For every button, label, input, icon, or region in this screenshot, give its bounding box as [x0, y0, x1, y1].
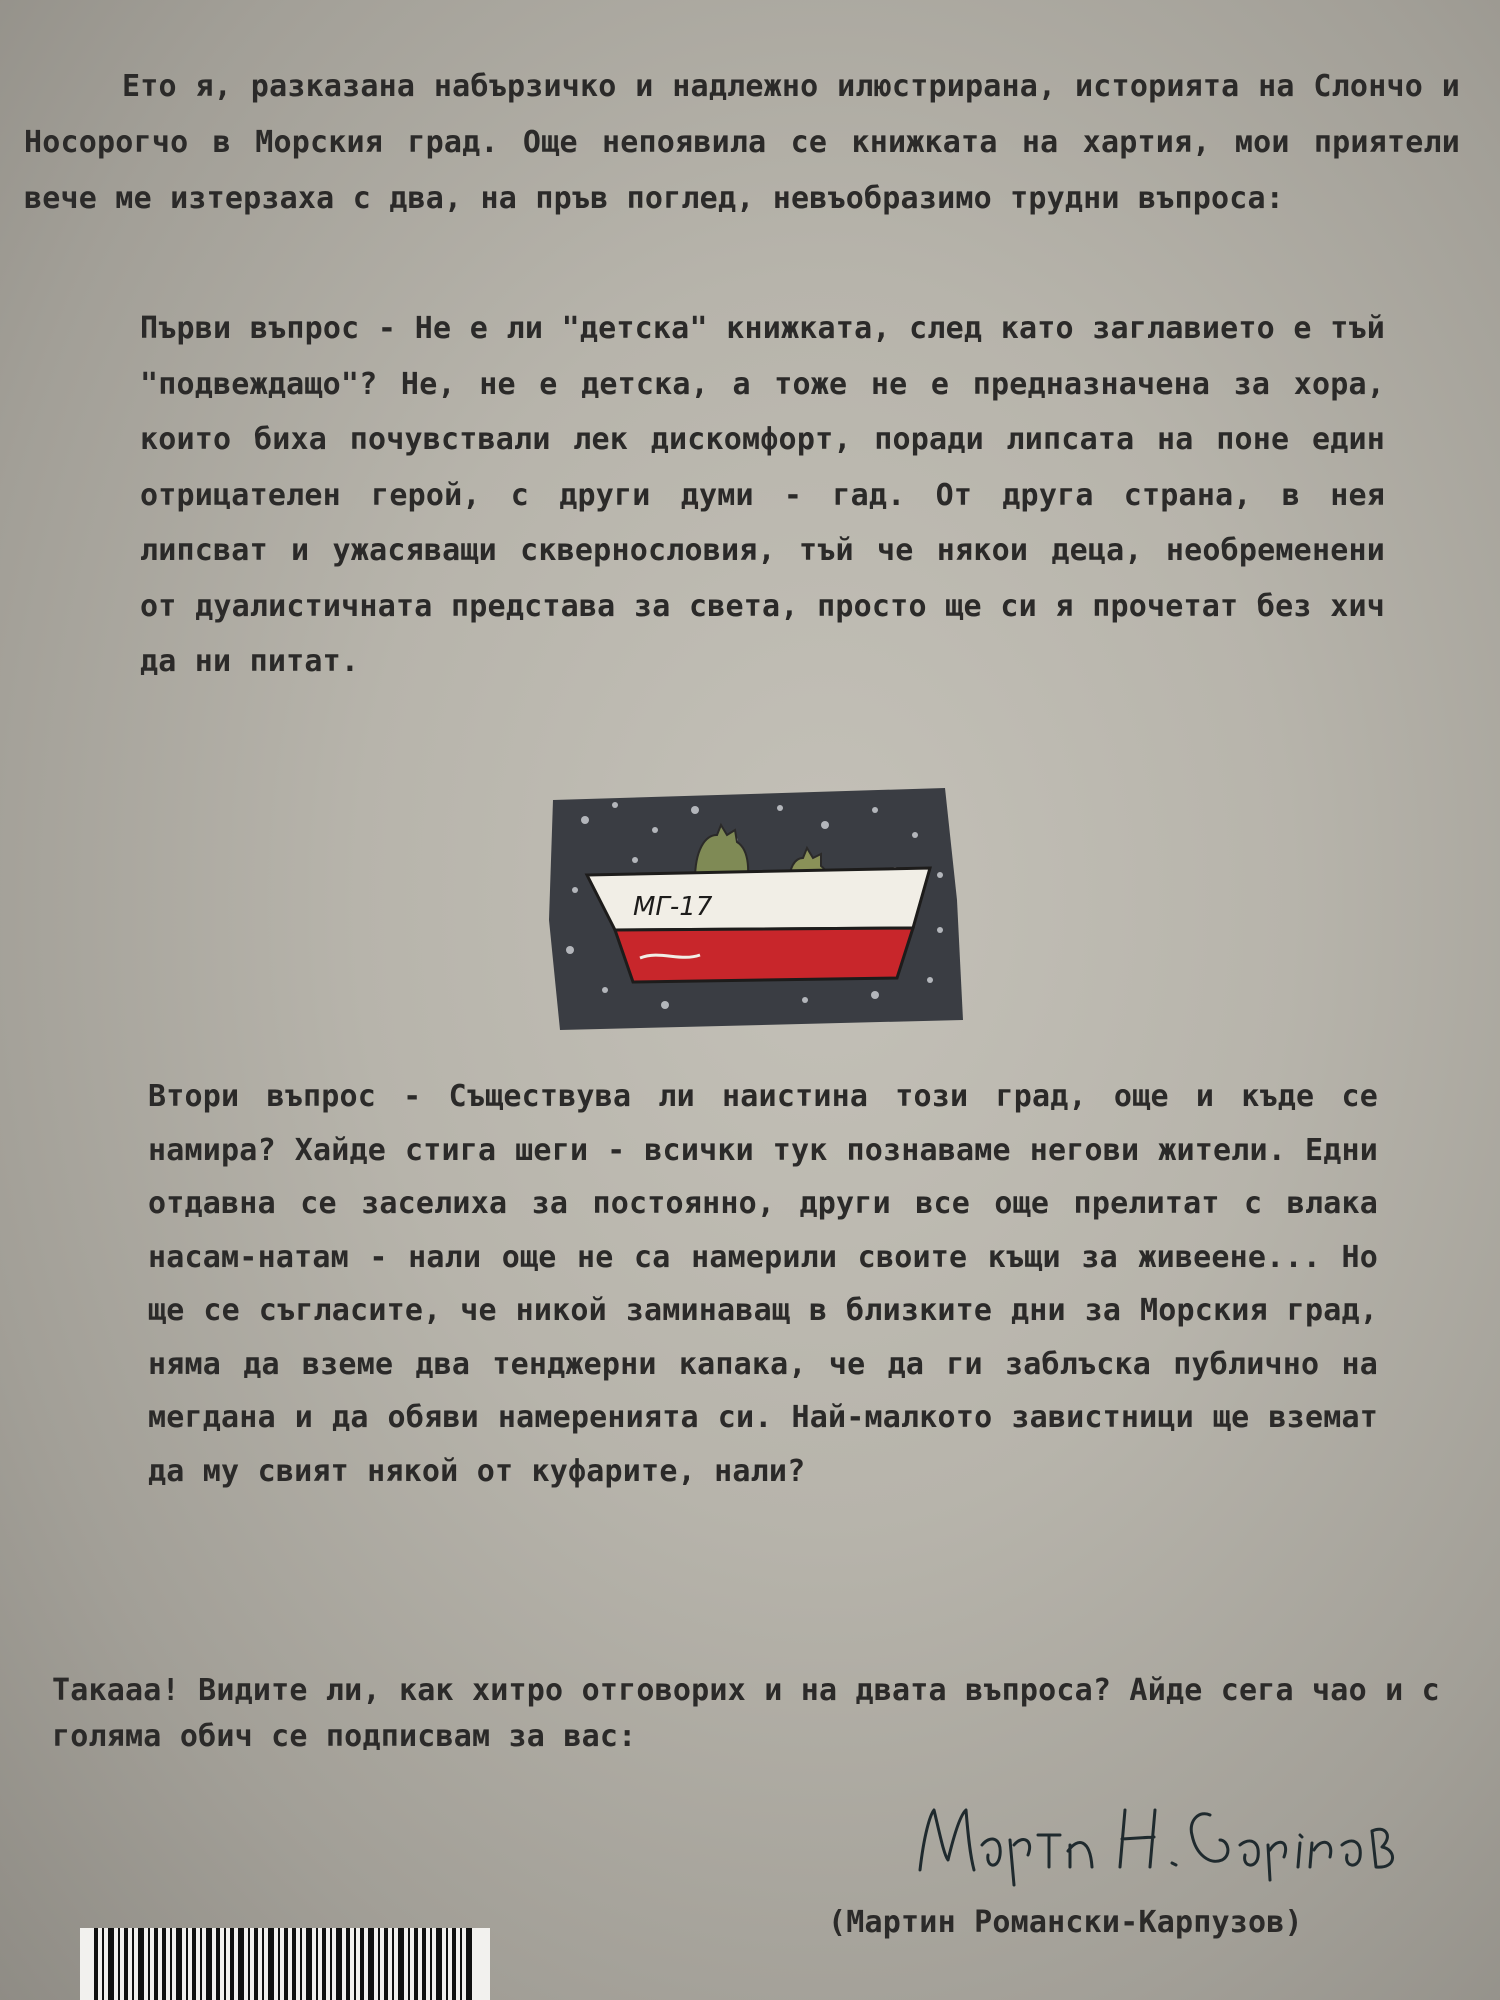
- second-question-paragraph: Втори въпрос - Съществува ли наистина този град, още и къде се намира? Хайде стига шеги - всички тук познаваме негови жители. Едни отдавна се заселиха за постоянно, други все още прелитат с влака насам-натам - нали още не са намерили своите къщи за живеене... Но ще се съгласите, че никой заминаващ в близките дни за Морския град, няма да вземе два тенджерни капака, че да ги заблъска публично на мегдана и да обяви намеренията си. Най-малкото завистници ще вземат да му свият някой от куфарите, нали?: [148, 1079, 1378, 1489]
- barcode: [80, 1928, 490, 2000]
- intro-paragraph: Ето я, разказана набързичко и надлежно илюстрирана, историята на Слончо и Носорогчо в Морския град. Още непоявила се книжката на хартия, мои приятели вече ме изтерзаха с два, на пръв поглед, невъобразимо трудни въпроса:: [24, 69, 1460, 216]
- first-question-paragraph: Първи въпрос - Не е ли "детска" книжката, след като заглавието е тъй "подвеждащо"? Не, не е детска, а тоже не е предназначена за хора, които биха почувствали лек дискомфорт, поради липсата на поне един отрицателен герой, с други думи - гад. От друга страна, в нея липсват и ужасяващи сквернословия, тъй че някои деца, необременени от дуалистичната представа за света, просто ще си я прочетат без хич да ни питат.: [140, 311, 1385, 679]
- author-signature: [910, 1775, 1430, 1895]
- closing-paragraph: Такааа! Видите ли, как хитро отговорих и на двата въпроса? Айде сега чао и с голяма обич се подписвам за вас:: [52, 1673, 1440, 1754]
- boat-label: МГ-17: [633, 892, 713, 922]
- author-name: (Мартин Романски-Карпузов): [828, 1905, 1303, 1940]
- boat-illustration: [545, 780, 965, 1035]
- barcode-bars: [80, 1928, 490, 2000]
